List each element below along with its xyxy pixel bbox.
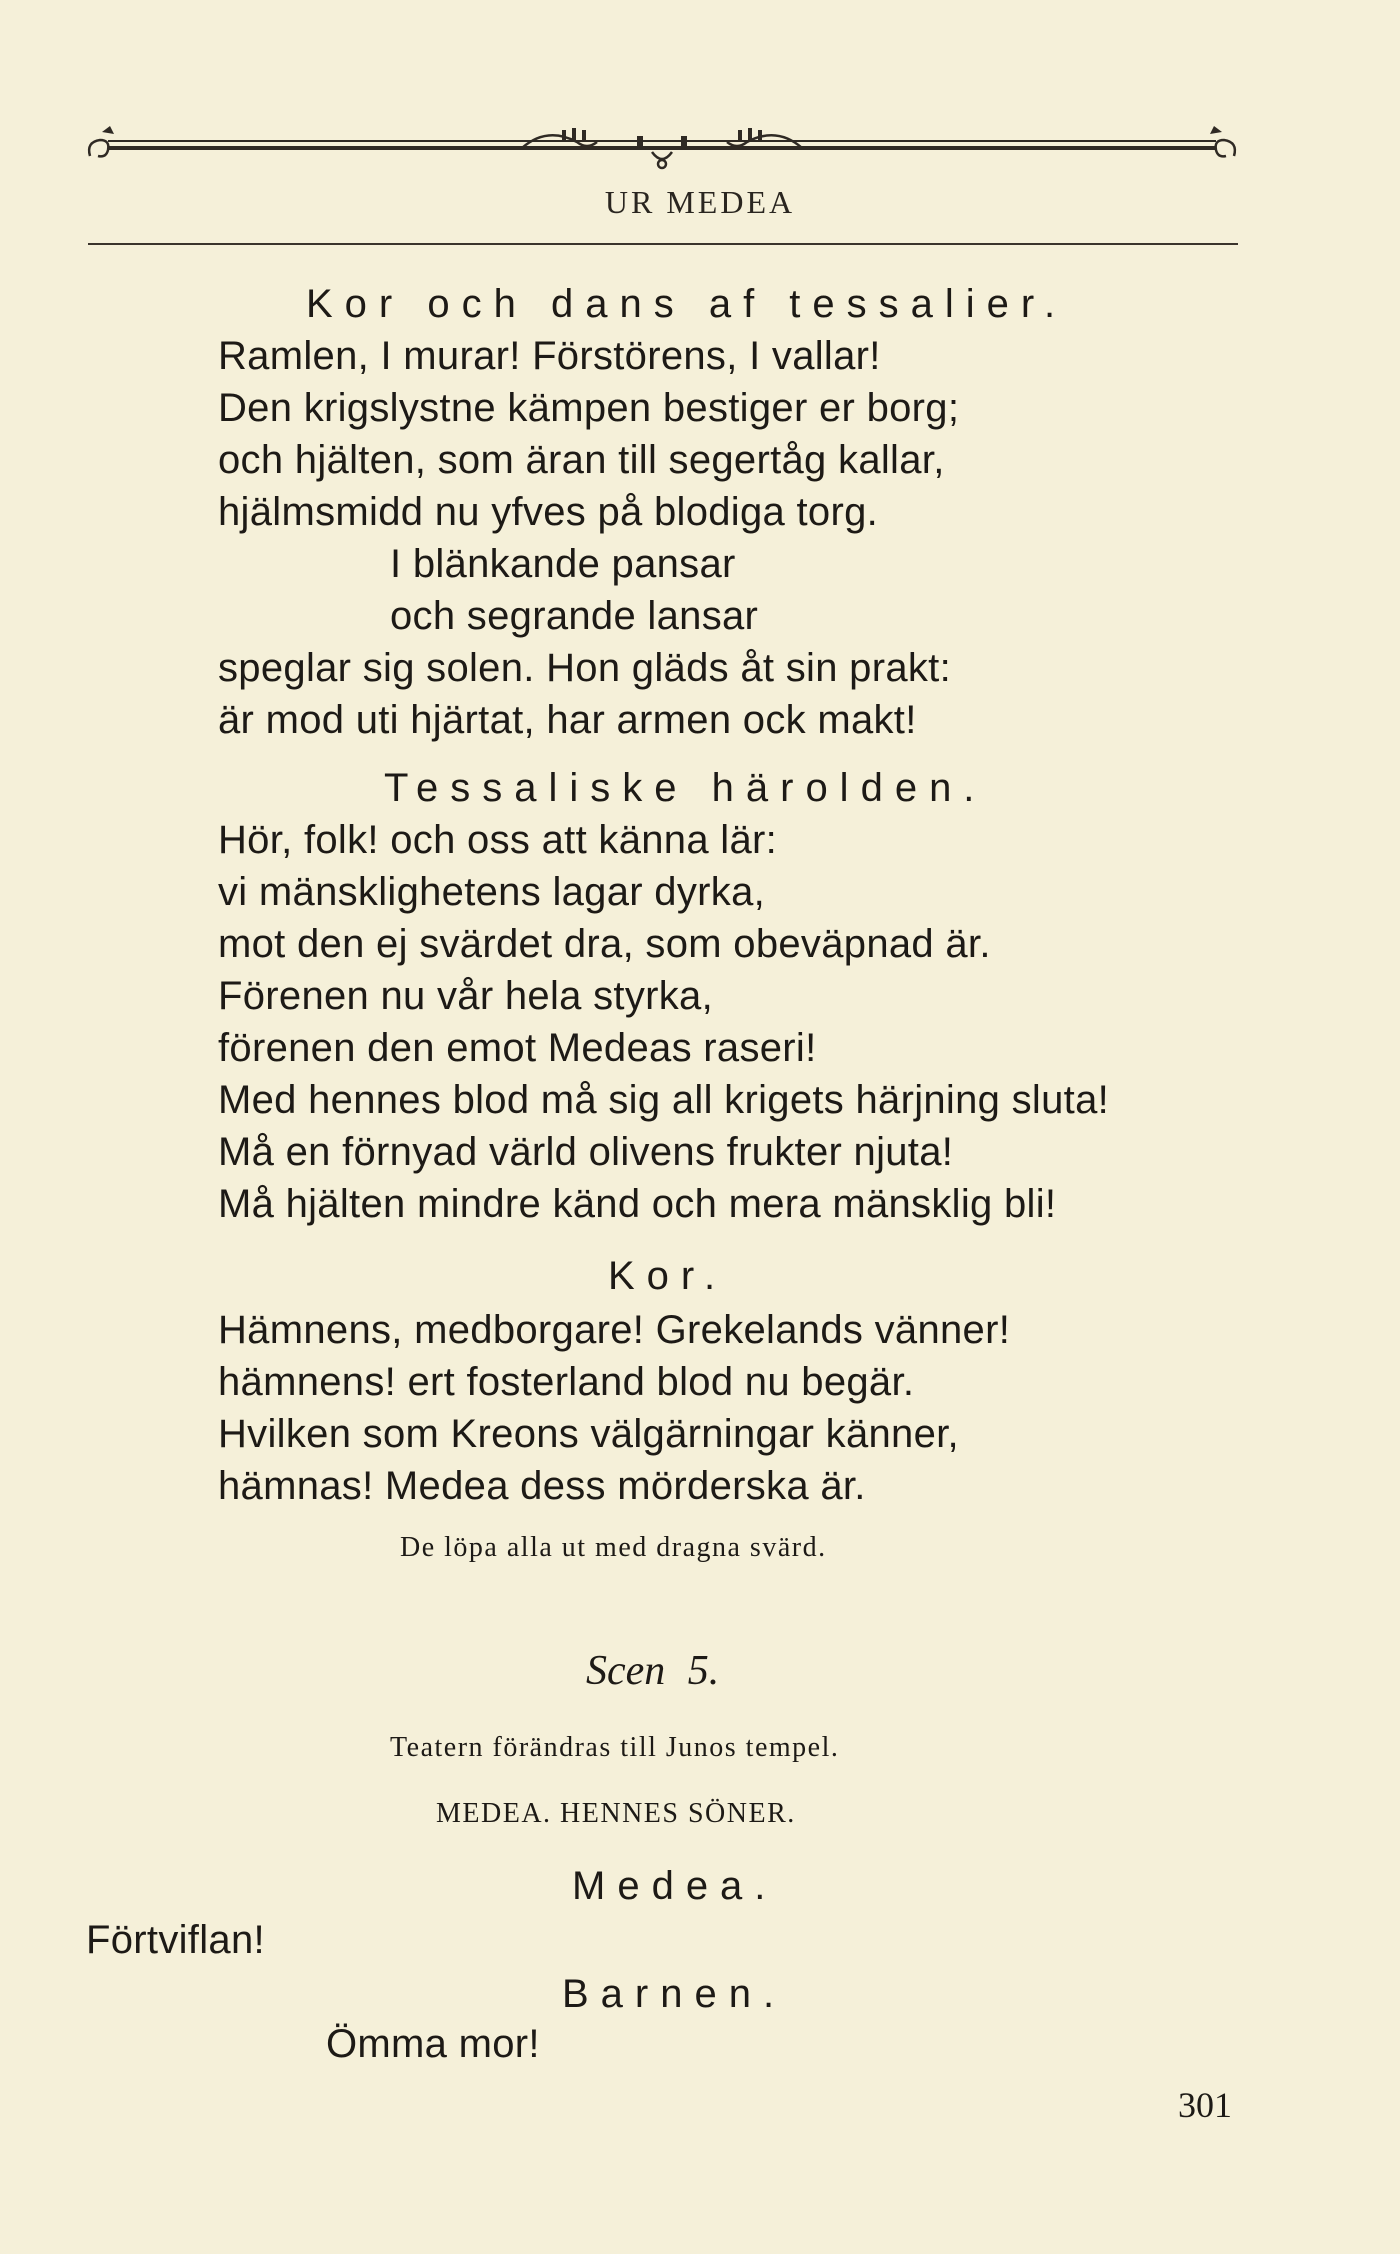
verse-line: Må en förnyad värld olivens frukter njuta! — [218, 1130, 954, 1174]
verse-line: och hjälten, som äran till segertåg kallar, — [218, 438, 945, 482]
character-list: MEDEA. HENNES SÖNER. — [436, 1798, 796, 1829]
verse-line: mot den ej svärdet dra, som obeväpnad är. — [218, 922, 991, 966]
speaker-heading-herald: Tessaliske härolden. — [384, 766, 987, 810]
verse-line: vi mänsklighetens lagar dyrka, — [218, 870, 766, 914]
verse-line: Den krigslystne kämpen bestiger er borg; — [218, 386, 960, 430]
verse-line: hämnas! Medea dess mörderska är. — [218, 1464, 866, 1508]
verse-line: hämnens! ert fosterland blod nu begär. — [218, 1360, 915, 1404]
verse-line: I blänkande pansar — [390, 542, 736, 586]
header-rule — [88, 243, 1238, 245]
stage-direction: De löpa alla ut med dragna svärd. — [400, 1532, 827, 1563]
running-title: UR MEDEA — [604, 184, 796, 220]
scene-setting: Teatern förändras till Junos tempel. — [390, 1732, 840, 1763]
verse-line: Hör, folk! och oss att känna lär: — [218, 818, 778, 862]
verse-line-children: Ömma mor! — [326, 2022, 540, 2066]
speaker-heading-chorus: Kor. — [608, 1254, 728, 1298]
speaker-heading-chorus-dance: Kor och dans af tessalier. — [306, 282, 1068, 326]
verse-line-medea: Förtviflan! — [86, 1918, 265, 1962]
verse-line: Ramlen, I murar! Förstörens, I vallar! — [218, 334, 881, 378]
page-number: 301 — [1178, 2085, 1232, 2125]
verse-line: Förenen nu vår hela styrka, — [218, 974, 714, 1018]
verse-line: Med hennes blod må sig all krigets härjning sluta! — [218, 1078, 1110, 1122]
verse-line: är mod uti hjärtat, har armen ock makt! — [218, 698, 917, 742]
verse-line: förenen den emot Medeas raseri! — [218, 1026, 817, 1070]
verse-line: hjälmsmidd nu yfves på blodiga torg. — [218, 490, 879, 534]
header-ornament-icon — [82, 118, 1242, 178]
speaker-heading-medea: Medea. — [572, 1864, 778, 1908]
verse-line: Hämnens, medborgare! Grekelands vänner! — [218, 1308, 1011, 1352]
verse-line: speglar sig solen. Hon gläds åt sin prakt: — [218, 646, 951, 690]
verse-line: och segrande lansar — [390, 594, 759, 638]
scene-title: Scen 5. — [586, 1648, 720, 1694]
speaker-heading-children: Barnen. — [562, 1972, 787, 2016]
verse-line: Hvilken som Kreons välgärningar känner, — [218, 1412, 959, 1456]
verse-line: Må hjälten mindre känd och mera mänsklig bli! — [218, 1182, 1057, 1226]
